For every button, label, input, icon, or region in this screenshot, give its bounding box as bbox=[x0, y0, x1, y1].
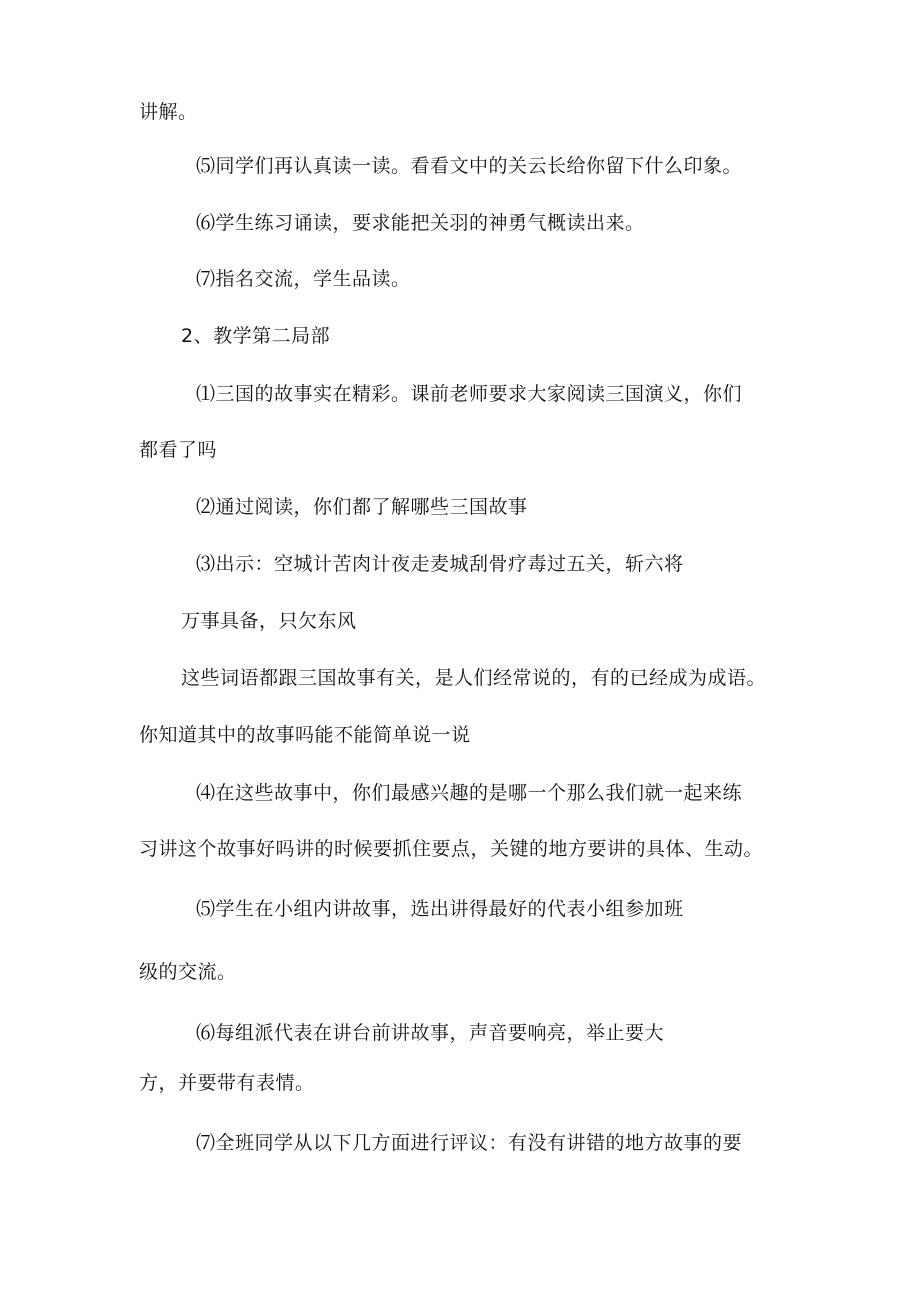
text-line: ⑺指名交流，学生品读。 bbox=[196, 268, 411, 290]
text-line: ⑶出示：空城计苦肉计夜走麦城刮骨疗毒过五关，斩六将 bbox=[196, 553, 684, 575]
text-line: 都看了吗 bbox=[139, 439, 218, 461]
text-line: 讲解。 bbox=[139, 101, 198, 123]
text-line: 方，并要带有表情。 bbox=[139, 1072, 315, 1094]
text-line: ⑷在这些故事中，你们最感兴趣的是哪一个那么我们就一起来练 bbox=[196, 782, 743, 804]
text-line: 你知道其中的故事吗能不能简单说一说 bbox=[139, 724, 471, 746]
text-line: 这些词语都跟三国故事有关，是人们经常说的，有的已经成为成语。 bbox=[181, 667, 767, 689]
text-line: ⑺全班同学从以下几方面进行评议：有没有讲错的地方故事的要 bbox=[196, 1132, 743, 1154]
text-line: ⑹学生练习诵读，要求能把关羽的神勇气概读出来。 bbox=[196, 212, 645, 234]
text-line: ⑴三国的故事实在精彩。课前老师要求大家阅读三国演义，你们 bbox=[196, 383, 743, 405]
text-line: 万事具备，只欠东风 bbox=[181, 610, 357, 632]
text-line: ⑸学生在小组内讲故事，选出讲得最好的代表小组参加班 bbox=[196, 898, 684, 920]
text-line: 级的交流。 bbox=[139, 961, 237, 983]
text-line: ⑸同学们再认真读一读。看看文中的关云长给你留下什么印象。 bbox=[196, 155, 743, 177]
section-heading: 2、教学第二局部 bbox=[181, 325, 331, 347]
text-line: ⑹每组派代表在讲台前讲故事，声音要响亮，举止要大 bbox=[196, 1022, 665, 1044]
text-line: ⑵通过阅读，你们都了解哪些三国故事 bbox=[196, 496, 528, 518]
text-line: 习讲这个故事好吗讲的时候要抓住要点，关键的地方要讲的具体、生动。 bbox=[139, 838, 764, 860]
